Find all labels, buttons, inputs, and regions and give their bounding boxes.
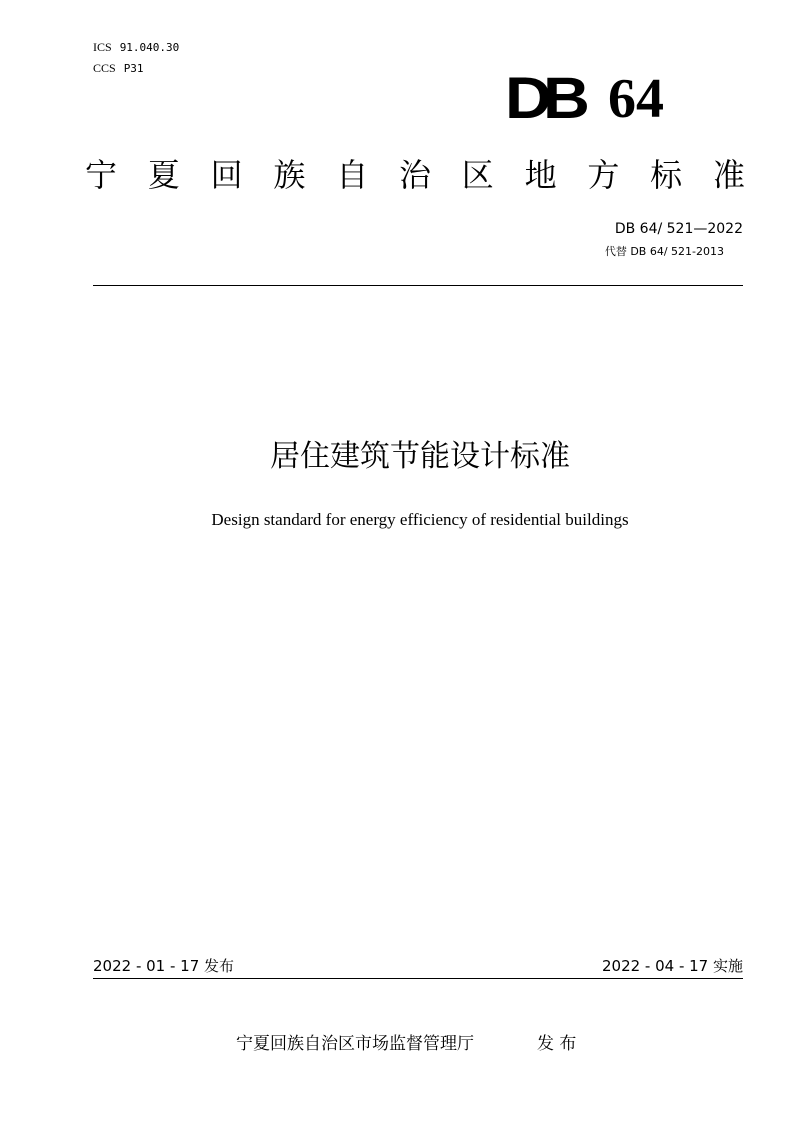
org-title-char: 回: [210, 156, 243, 194]
org-title-char: 族: [273, 156, 306, 194]
org-title-char: 准: [712, 156, 745, 194]
org-title-char: 夏: [147, 156, 180, 194]
bottom-divider: [93, 978, 743, 979]
document-title-chinese: 居住建筑节能设计标准: [270, 439, 570, 474]
logo-prefix: DB: [505, 66, 581, 131]
logo-number: 64: [608, 68, 664, 130]
ccs-code: P31: [123, 62, 144, 75]
ics-code: 91.040.30: [119, 41, 180, 54]
org-title-char: 治: [398, 156, 431, 194]
top-divider: [93, 285, 743, 286]
implementation-date: 2022 - 04 - 17 实施: [601, 957, 743, 975]
ccs-label: CCS: [93, 61, 116, 75]
org-title-char: 宁: [85, 156, 118, 194]
publish-date: 2022 - 01 - 17 发布: [93, 957, 235, 975]
org-title-char: 自: [336, 156, 369, 194]
document-title-english: Design standard for energy efficiency of residential buildings: [211, 510, 629, 529]
standard-number: DB 64/ 521—2022: [614, 221, 743, 237]
issue-action: 发 布: [537, 1034, 577, 1054]
org-title-char: 地: [524, 156, 557, 194]
organization-title: [85, 155, 745, 195]
ics-classification: [93, 40, 179, 55]
ics-label: ICS: [93, 40, 112, 54]
ccs-classification: [93, 61, 144, 76]
org-title-char: 标: [650, 156, 683, 194]
org-title-char: 方: [587, 156, 620, 194]
org-title-char: 区: [461, 156, 494, 194]
replaced-standard: 代替 DB 64/ 521-2013: [604, 245, 724, 258]
issuing-authority: 宁夏回族自治区市场监督管理厅: [236, 1034, 474, 1054]
db64-logo: [505, 66, 695, 131]
